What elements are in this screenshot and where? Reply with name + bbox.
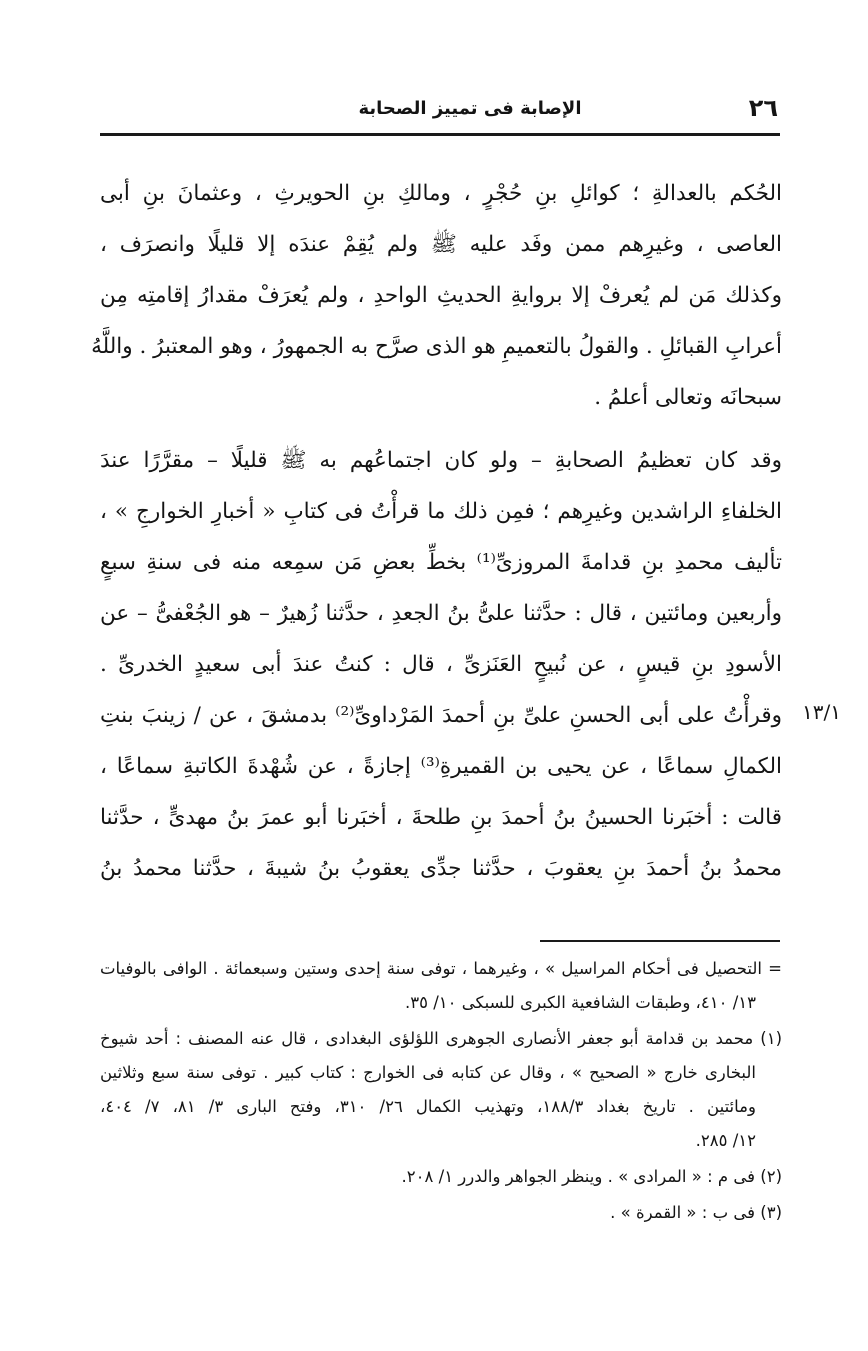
text-line: محمدُ بنُ أحمدَ بنِ يعقوبَ ، حدَّثنا جدِّى يعقوبُ بنُ شيبةَ ، حدَّثنا محمدُ بنُ bbox=[100, 856, 782, 881]
text-line: العاصى ، وغيرِهم ممن وفَد عليه ﷺ ولم يُقِمْ عندَه إلا قليلًا وانصرَف ، bbox=[100, 232, 782, 257]
footnote-line: (٢) فى م : « المرادى » . وينظر الجواهر والدرر ١/ ٢٠٨. bbox=[401, 1167, 782, 1186]
header-rule bbox=[100, 133, 780, 136]
footnote-line: ١٢/ ٢٨٥. bbox=[695, 1131, 756, 1150]
footnote-line: = التحصيل فى أحكام المراسيل » ، وغيرهما ، توفى سنة إحدى وستين وسبعمائة . الوافى بالوفيات bbox=[100, 959, 782, 978]
footnote-line: البخارى خارج « الصحيح » ، وقال عن كتابه فى الخوارج : كتاب كبير . توفى سنة سبع وثلاثين bbox=[100, 1063, 756, 1082]
text-line: قالت : أخبَرنا الحسينُ بنُ أحمدَ بنِ طلحةَ ، أخبَرنا أبو عمرَ بنُ مهدىٍّ ، حدَّثنا bbox=[100, 805, 782, 830]
text-line: أعرابِ القبائلِ . والقولُ بالتعميمِ هو الذى صرَّح به الجمهورُ ، وهو المعتبرُ . واللَّهُ bbox=[91, 334, 782, 359]
footnote-rule bbox=[540, 940, 780, 942]
paragraph-gap bbox=[100, 423, 782, 435]
text-line: الحُكم بالعدالةِ ؛ كوائلِ بنِ حُجْرٍ ، ومالكِ بنِ الحويرثِ ، وعثمانَ بنِ أبى bbox=[100, 181, 782, 206]
page-number: ٢٦ bbox=[748, 94, 778, 122]
paragraph-1 bbox=[91, 168, 782, 423]
page-header bbox=[100, 90, 778, 130]
footnote-3 bbox=[100, 1196, 782, 1230]
text-line: وقرأْتُ على أبى الحسنِ علىِّ بنِ أحمدَ المَرْداوىِّ⁽²⁾ بدمشقَ ، عن / زينبَ بنتِ bbox=[100, 703, 782, 728]
footnote-line: ١٣/ ٤١٠، وطبقات الشافعية الكبرى للسبكى ١٠/ ٣٥. bbox=[404, 993, 756, 1012]
margin-reference: ١٣/١ bbox=[802, 700, 841, 724]
text-line: سبحانَه وتعالى أعلمُ . bbox=[594, 385, 782, 410]
text-line: الكمالِ سماعًا ، عن يحيى بن القميرةِ⁽³⁾ إجازةً ، عن شُهْدةَ الكاتبةِ سماعًا ، bbox=[100, 754, 783, 779]
running-title: الإصابة فى تمييز الصحابة bbox=[358, 98, 582, 119]
footnote-line: (١) محمد بن قدامة أبو جعفر الأنصارى الجوهرى اللؤلؤى البغدادى ، قال عنه المصنف : أحد شيوخ bbox=[100, 1029, 782, 1048]
text-line: وقد كان تعظيمُ الصحابةِ – ولو كان اجتماعُهم به ﷺ قليلًا – مقرَّرًا عندَ bbox=[100, 448, 782, 473]
text-line: الخلفاءِ الراشدين وغيرِهم ؛ فمِن ذلك ما قرأْتُ فى كتابِ « أخبارِ الخوارجِ » ، bbox=[100, 499, 782, 524]
paragraph-2 bbox=[100, 435, 782, 894]
footnote-line: (٣) فى ب : « القمرة » . bbox=[610, 1203, 782, 1222]
text-line: الأسودِ بنِ قيسٍ ، عن نُبيحٍ العَنَزىِّ ، قال : كنتُ عندَ أبى سعيدٍ الخدرىِّ . bbox=[100, 652, 782, 677]
footnote-1 bbox=[100, 1022, 782, 1158]
footnote-line: ومائتين . تاريخ بغداد ١٨٨/٣، وتهذيب الكمال ٢٦/ ٣١٠، وفتح البارى ٣/ ٨١، ٧/ ٤٠٤، bbox=[100, 1097, 756, 1116]
footnote-continuation bbox=[100, 952, 782, 1020]
main-text bbox=[91, 168, 783, 894]
footnotes bbox=[100, 952, 782, 1232]
text-line: وأربعين ومائتين ، قال : حدَّثنا علىُّ بنُ الجعدِ ، حدَّثنا زُهيرٌ – هو الجُعْفىُّ – عن bbox=[100, 601, 782, 626]
text-line: تأليف محمدِ بنِ قدامةَ المروزىِّ⁽¹⁾ بخطِّ بعضِ مَن سمِعه منه فى سنةِ سبعٍ bbox=[100, 550, 782, 575]
text-line: وكذلك مَن لم يُعرفْ إلا بروايةِ الحديثِ الواحدِ ، ولم يُعرَفْ مقدارُ إقامتِه مِن bbox=[100, 283, 782, 308]
footnote-2 bbox=[100, 1160, 782, 1194]
